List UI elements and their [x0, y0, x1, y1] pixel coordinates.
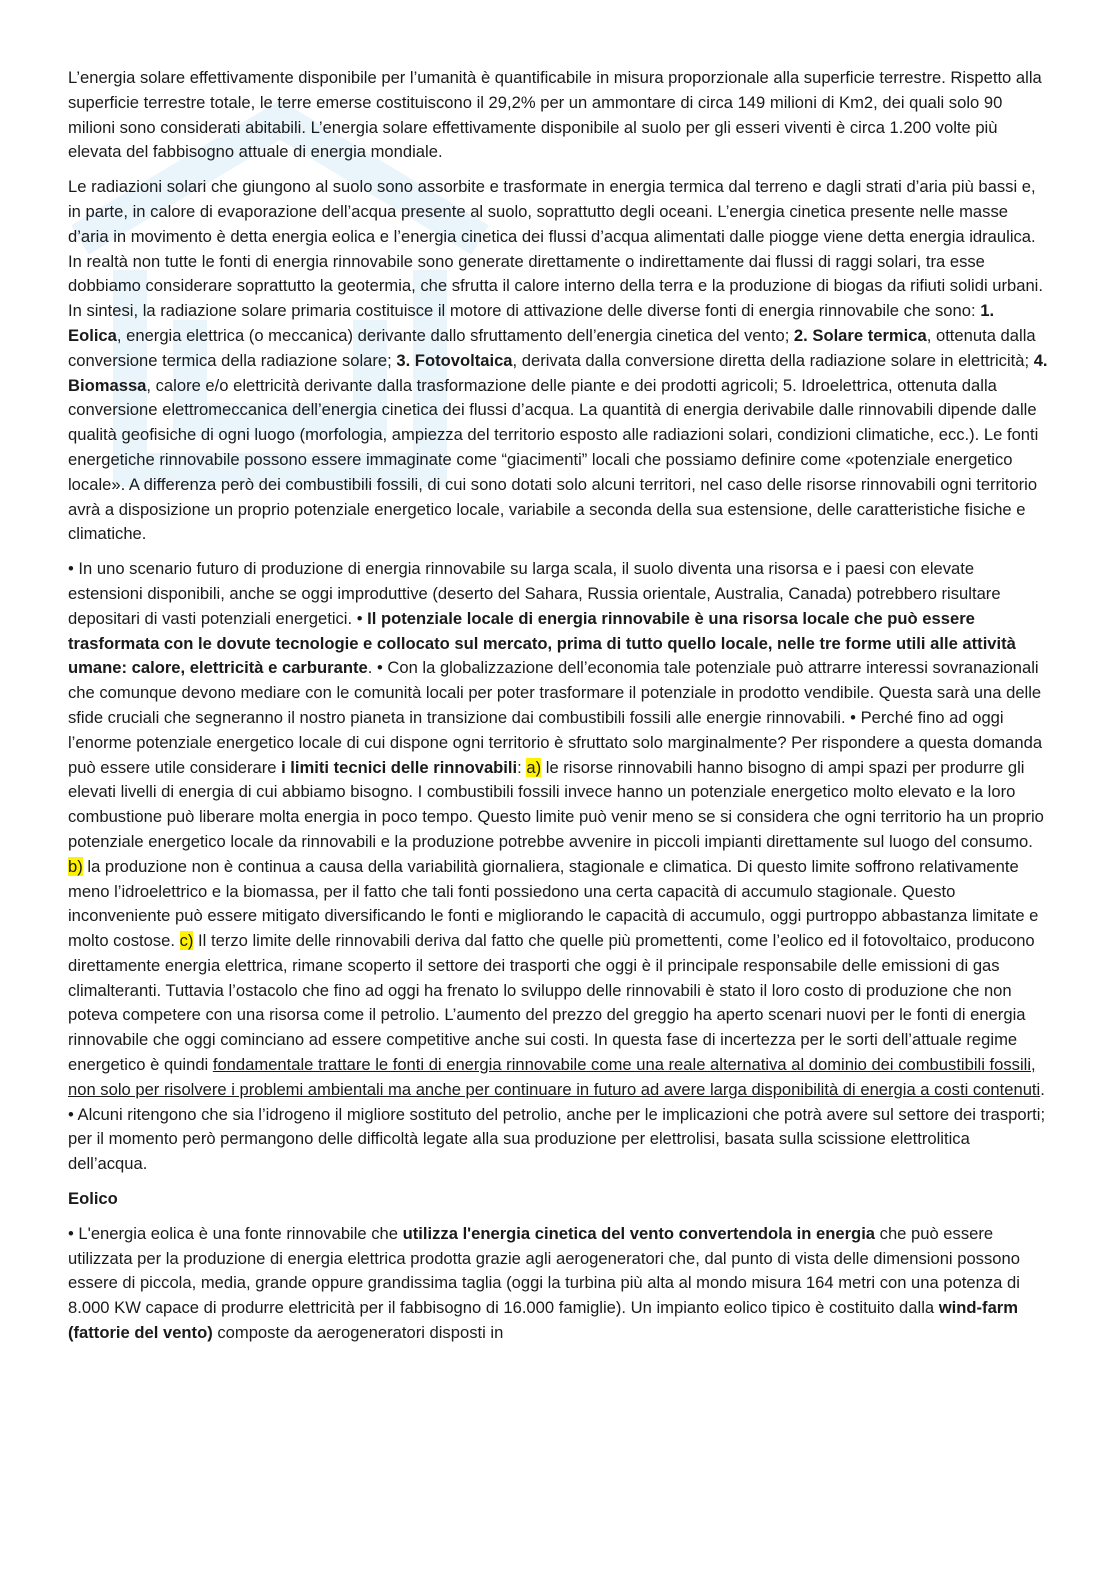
- paragraph-wind-energy: [68, 1222, 1048, 1346]
- underlined-statement: fondamentale trattare le fonti di energia rinnovabile come una reale alternativa al dominio dei combustibili fossili, non solo per risolvere i problemi ambientali ma anche per continuare in futuro ad avere larga disponibilità di energia a costi contenuti: [68, 1055, 1041, 1099]
- text-span: • L'energia eolica è una fonte rinnovabile che: [68, 1223, 403, 1243]
- bold-fotovoltaica: 3. Fotovoltaica: [396, 350, 513, 370]
- bold-eolica: 1. Eolica: [68, 301, 995, 345]
- text-span: Le radiazioni solari che giungono al suolo sono assorbite e trasformate in energia termica dal terreno e dagli strati d’aria più bassi e, in parte, in calore di evaporazione dell’acqua presente al suolo, soprattutto degli oceani. L’energia cinetica presente nelle masse d’aria in movimento è detta energia eolica e l’energia cinetica dei flussi d’acqua alimentati dalle piogge viene detta energia idraulica. In realtà non tutte le fonti di energia rinnovabile sono generate direttamente o indirettamente dai flussi di raggi solari, tra esse dobbiamo considerare soprattutto la geotermia, che sfrutta il calore interno della terra e la produzione di biogas da rifiuti solidi urbani. In sintesi, la radiazione solare primaria costituisce il motore di attivazione delle diverse fonti di energia rinnovabile che sono:: [68, 177, 1043, 321]
- bold-biomassa: 4. Biomassa: [68, 350, 1048, 395]
- paragraph-future-scenario: [68, 557, 1048, 1177]
- text-span: , ottenuta dalla conversione termica della radiazione solare;: [68, 325, 1036, 370]
- text-span: le risorse rinnovabili hanno bisogno di ampi spazi per produrre gli elevati livelli di energia di cui abbiamo bisogno. I combustibili fossili invece hanno un potenziale energetico molto elevato e la loro combustione può liberare molta energia in poco tempo. Questo limite può venir meno se si considera che ogni territorio ha un proprio potenziale energetico locale da rinnovabili e la produzione potrebbe avvenire in piccoli impianti direttamente sul luogo del consumo.: [68, 757, 1044, 851]
- highlight-b: b): [68, 856, 83, 876]
- bold-technical-limits: i limiti tecnici delle rinnovabili: [281, 757, 518, 777]
- text-span: • In uno scenario futuro di produzione di energia rinnovabile su larga scala, il suolo diventa una risorsa e i paesi con elevate estensioni disponibili, anche se oggi improduttive (deserto del Sahara, Russia orientale, Australia, Canada) potrebbero risultare depositari di vasti potenziali energetici. •: [68, 559, 1001, 628]
- text-span: , calore e/o elettricità derivante dalla trasformazione delle piante e dei prodotti agricoli; 5. Idroelettrica, ottenuta dalla conversione elettromeccanica dell’energia cinetica dei flussi d’acqua. La quantità di energia derivabile dalle rinnovabili dipende dalle qualità geofisiche di ogni luogo (morfologia, ampiezza del territorio esposto alle radiazioni solari, condizioni climatiche, ecc.). Le fonti energetiche rinnovabile possono essere immaginate come “giacimenti” locali che possiamo definire come «potenziale energetico locale». A differenza però dei combustibili fossili, di cui sono dotati solo alcuni territori, nel caso delle risorse rinnovabili ogni territorio avrà a disposizione un proprio potenziale energetico locale, variabile a seconda della sua estensione, delle caratteristiche fisiche e climatiche.: [68, 375, 1039, 544]
- bold-solare-termica: 2. Solare termica: [793, 325, 927, 345]
- paragraph-solar-availability: L’energia solare effettivamente disponibile per l’umanità è quantificabile in misura proporzionale alla superficie terrestre. Rispetto alla superficie terrestre totale, le terre emerse costituiscono il 29,2% per un ammontare di circa 149 milioni di Km2, dei quali solo 90 milioni sono considerati abitabili. L’energia solare effettivamente disponibile al suolo per gli esseri viventi è circa 1.200 volte più elevata del fabbisogno attuale di energia mondiale.: [68, 68, 1042, 162]
- text-span: Il terzo limite delle rinnovabili deriva dal fatto che quelle più promettenti, come l’eolico ed il fotovoltaico, producono direttamente energia elettrica, rimane scoperto il settore dei trasporti che oggi è il principale responsabile delle emissioni di gas climalteranti. Tuttavia l’ostacolo che fino ad oggi ha frenato lo sviluppo delle rinnovabili è stato il loro costo di produzione che non poteva competere con una risorsa come il petrolio. L’aumento del prezzo del greggio ha aperto scenari nuovi per le fonti di energia rinnovabile che oggi cominciano ad essere competitive anche sui costi. In questa fase di incertezza per le sorti dell’attuale regime energetico è quindi: [68, 931, 1035, 1075]
- text-span: , energia elettrica (o meccanica) derivante dallo sfruttamento dell’energia cinetica del vento;: [116, 325, 794, 345]
- section-heading-eolico: Eolico: [68, 1189, 118, 1209]
- text-span: :: [517, 757, 527, 777]
- paragraph-renewable-sources: [68, 175, 1048, 547]
- text-span: che può essere utilizzata per la produzione di energia elettrica prodotta grazie agli aerogeneratori che, dal punto di vista delle dimensioni possono essere di piccola, media, grande oppure grandissima taglia (oggi la turbina più alta al mondo misura 164 metri con una potenza di 8.000 KW capace di produrre elettricità per il fabbisogno di 16.000 famiglie). Un impianto eolico tipico è costituito dalla: [68, 1223, 1020, 1318]
- highlight-c: c): [179, 931, 194, 951]
- document-page: [68, 66, 1048, 1356]
- text-span: la produzione non è continua a causa della variabilità giornaliera, stagionale e climatica. Di questo limite soffrono relativamente meno l’idroelettrico e la biomassa, per il fatto che tali fonti possiedono una certa capacità di accumulo stagionale. Questo inconveniente può essere mitigato diversificando le fonti e migliorando le capacità di accumulo, oggi purtroppo abbastanza limitate e molto costose.: [68, 856, 1039, 951]
- text-span: composte da aerogeneratori disposti in: [212, 1323, 504, 1343]
- text-span: . • Alcuni ritengono che sia l’idrogeno il migliore sostituto del petrolio, anche per le implicazioni che potrà avere sul settore dei trasporti; per il momento però permangono delle difficoltà legate alla sua produzione per elettrolisi, basata sulla scissione elettrolitica dell’acqua.: [68, 1079, 1046, 1174]
- highlight-a: a): [526, 757, 542, 777]
- bold-wind-farm: wind-farm (fattorie del vento): [68, 1298, 1019, 1343]
- text-span: . • Con la globalizzazione dell’economia tale potenziale può attrarre interessi sovranazionali che comunque devono mediare con le comunità locali per poter trasformare il potenziale in prodotto vendibile. Questa sarà una delle sfide cruciali che segneranno il nostro pianeta in transizione dai combustibili fossili alle energie rinnovabili. • Perché fino ad oggi l’enorme potenziale energetico locale di cui dispone ogni territorio è sfruttato solo marginalmente? Per rispondere a questa domanda può essere utile considerare: [68, 658, 1043, 777]
- bold-wind-definition: utilizza l'energia cinetica del vento convertendola in energia: [402, 1223, 876, 1243]
- text-span: , derivata dalla conversione diretta della radiazione solare in elettricità;: [512, 350, 1034, 370]
- bold-local-potential: Il potenziale locale di energia rinnovabile è una risorsa locale che può essere trasformata con le dovute tecnologie e collocato sul mercato, prima di tutto quello locale, nelle tre forme utili alle attività umane: calore, elettricità e carburante: [68, 608, 1016, 678]
